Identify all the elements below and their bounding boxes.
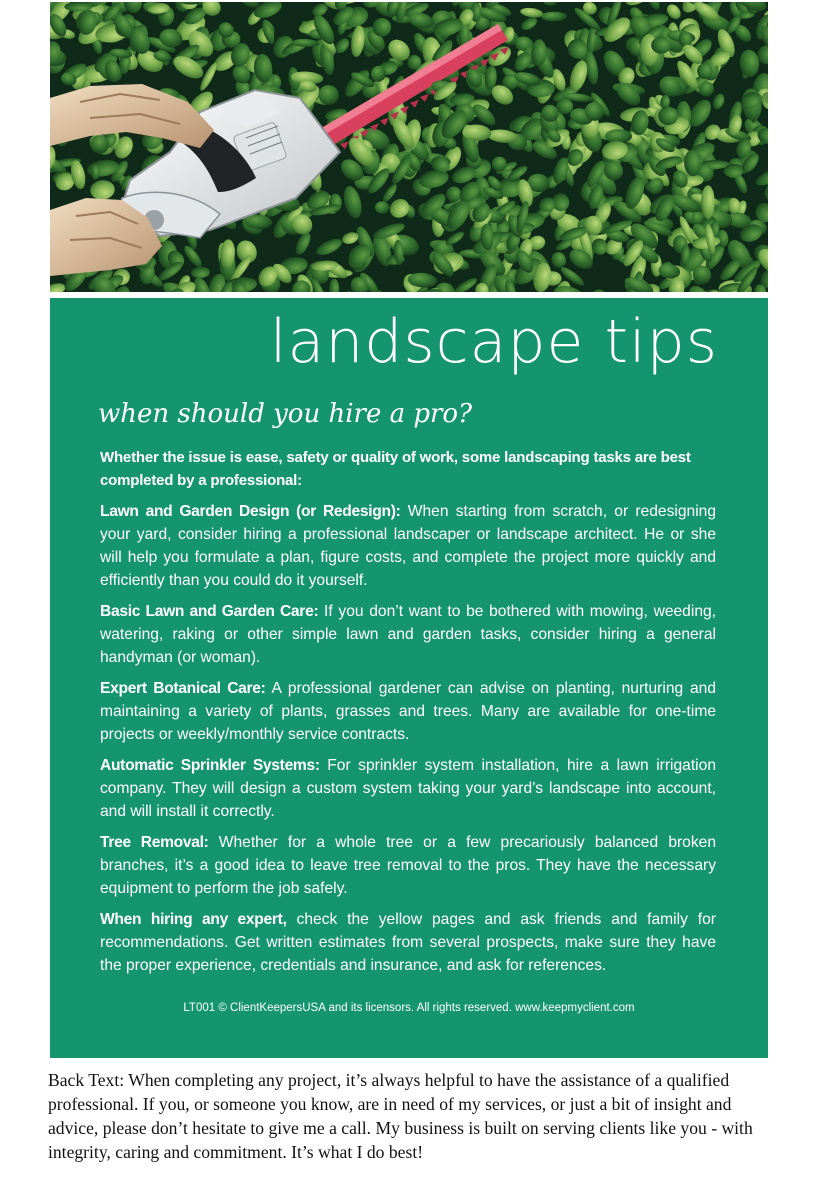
hedge-trimmer-photo — [50, 2, 768, 292]
tip-lead: Tree Removal: — [100, 834, 209, 851]
tip-text: If you don’t want to be bothered with mowing, weeding, watering, raking or other simple lawn and garden tasks, consider hiring a general handyman (or woman). — [100, 603, 716, 666]
tip-text: For sprinkler system installation, hire a lawn irrigation company. They will design a custom system taking your yard’s landscape into account, and will install it correctly. — [100, 757, 716, 820]
tip-text: When starting from scratch, or redesigning your yard, consider hiring a professional landscaper or landscape architect. He or she will help you formulate a plan, figure costs, and complete the project more quickly and efficiently than you could do it yourself. — [100, 503, 716, 589]
tip-paragraph — [100, 908, 716, 977]
tip-lead: When hiring any expert, — [100, 911, 287, 928]
tip-paragraph — [100, 831, 716, 900]
hedge-leaf — [542, 12, 567, 22]
tip-text: Whether for a whole tree or a few precariously balanced broken branches, it’s a good idea to leave tree removal to the pros. They have the necessary equipment to perform the job safely. — [100, 834, 716, 897]
tip-text: check the yellow pages and ask friends and family for recommendations. Get written estimates from several prospects, make sure they have the proper experience, credentials and insurance, and ask for references. — [100, 911, 716, 974]
tip-text: A professional gardener can advise on planting, nurturing and maintaining a variety of plants, grasses and trees. Many are available for one-time projects or weekly/monthly service contracts. — [100, 680, 716, 743]
tip-paragraph — [100, 500, 716, 592]
tip-lead: Automatic Sprinkler Systems: — [100, 757, 320, 774]
tip-paragraph — [100, 600, 716, 669]
photo-divider — [50, 292, 768, 298]
card-title: landscape tips — [269, 307, 718, 377]
tip-lead: Expert Botanical Care: — [100, 680, 266, 697]
tip-content — [100, 446, 716, 985]
back-text: Back Text: When completing any project, it’s always helpful to have the assistance of a qualified professional. If you, or someone you know, are in need of my services, or just a bit of insight and advice, please don’t hesitate to give me a call. My business is built on serving clients like you - with integrity, caring and commitment. It’s what I do best! — [48, 1070, 753, 1162]
hedge-leaf — [701, 185, 715, 219]
tip-paragraph — [100, 754, 716, 823]
tip-lead: Basic Lawn and Garden Care: — [100, 603, 319, 620]
copyright-footer: LT001 © ClientKeepersUSA and its licensors. All rights reserved. www.keepmyclient.com — [183, 1002, 635, 1014]
tip-card — [50, 2, 768, 1058]
tip-paragraph — [100, 677, 716, 746]
intro-text: Whether the issue is ease, safety or quality of work, some landscaping tasks are best completed by a professional: — [100, 449, 691, 489]
tip-lead: Lawn and Garden Design (or Redesign): — [100, 503, 401, 520]
card-subtitle: when should you hire a pro? — [98, 399, 473, 429]
